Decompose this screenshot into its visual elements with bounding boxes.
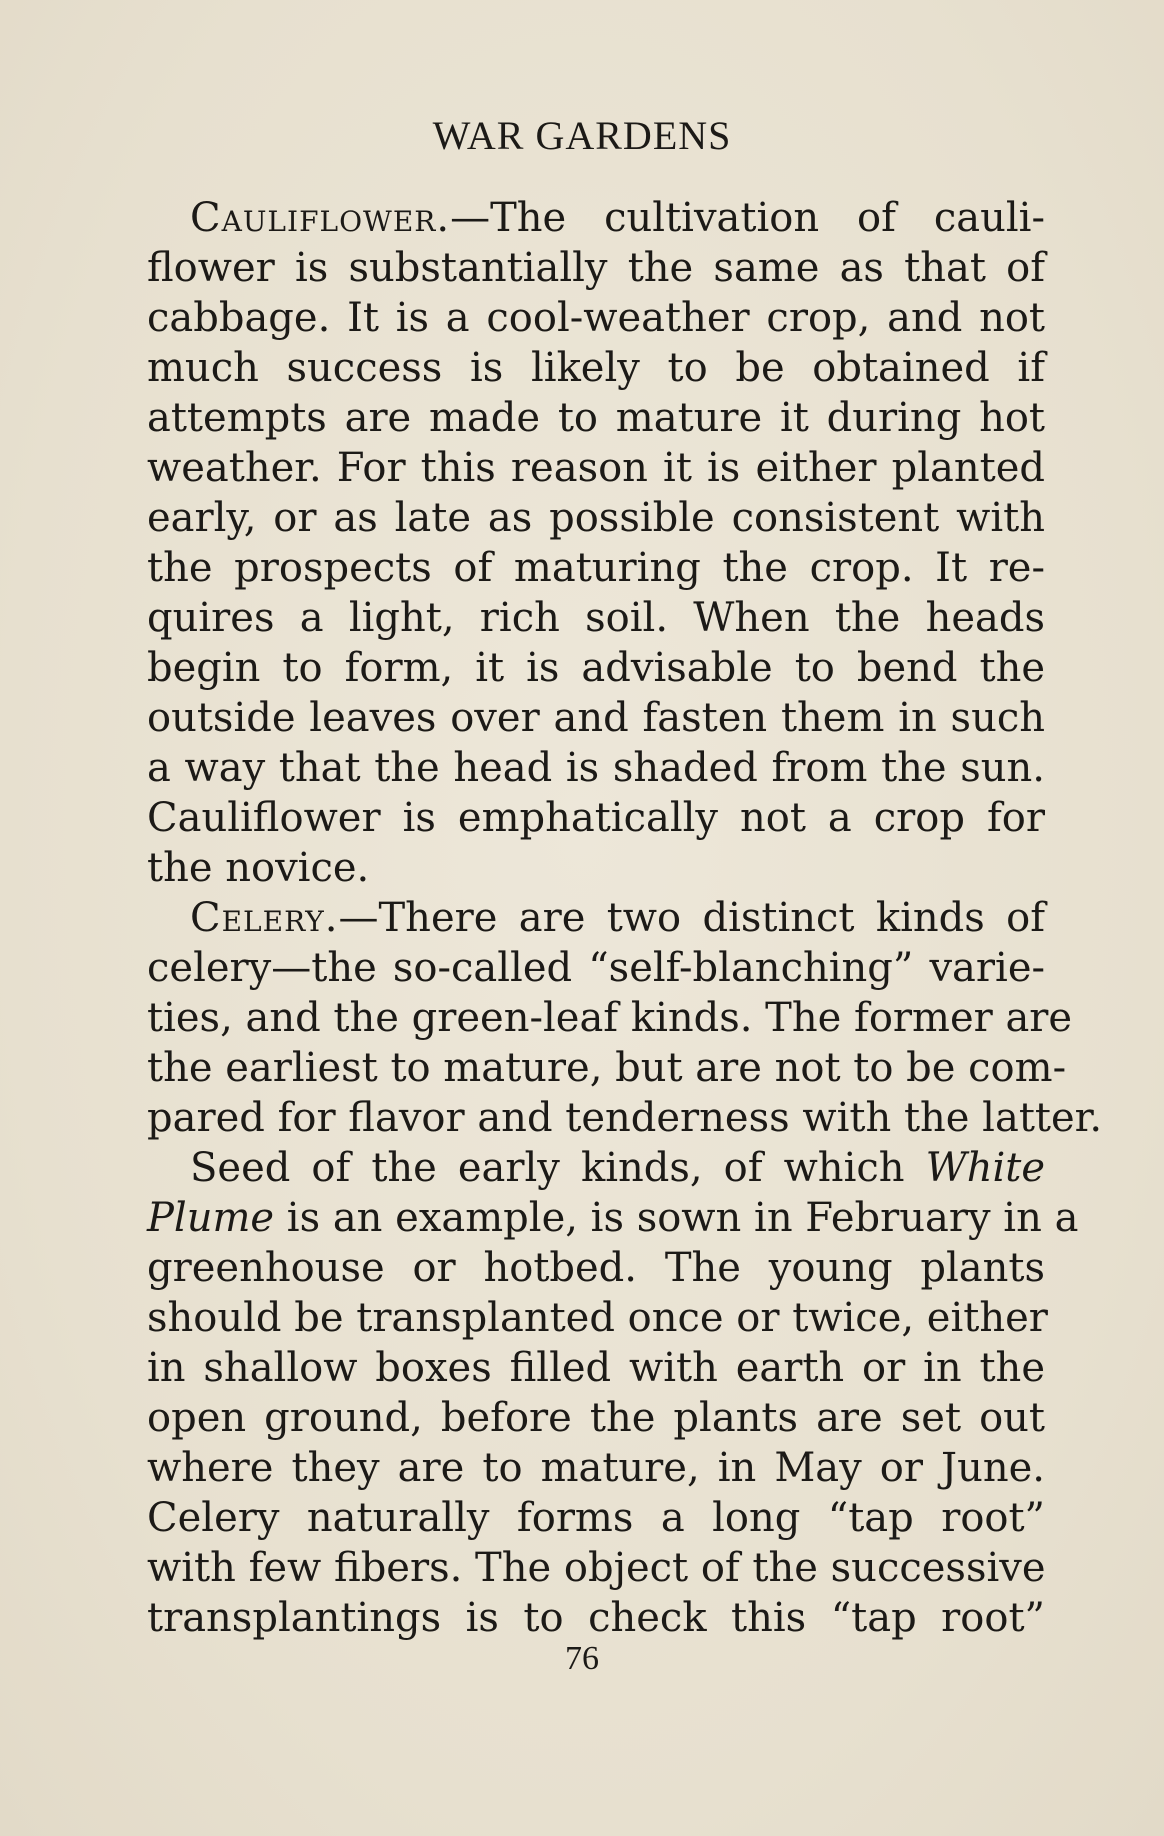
text-line: begin to form, it is advisable to bend the bbox=[147, 645, 1045, 691]
text-line: the earliest to mature, but are not to be com- bbox=[147, 1045, 1067, 1091]
text-line: flower is substantially the same as that of bbox=[147, 245, 1045, 291]
variety-name-italic: White bbox=[925, 1145, 1045, 1191]
text-line: Cauliflower is emphatically not a crop for bbox=[147, 795, 1045, 841]
section-heading-celery: Celery. bbox=[190, 895, 339, 941]
text-line: a way that the head is shaded from the sun. bbox=[147, 745, 1045, 791]
running-head: WAR GARDENS bbox=[432, 113, 732, 158]
paragraph-seed-line: Seed of the early kinds, of which White bbox=[190, 1145, 1045, 1191]
text-line: the novice. bbox=[147, 845, 370, 891]
text-line: quires a light, rich soil. When the heads bbox=[147, 595, 1045, 641]
text-line: outside leaves over and fasten them in such bbox=[147, 695, 1045, 741]
page-number: 76 bbox=[565, 1640, 599, 1677]
text-line: pared for flavor and tenderness with the latter. bbox=[147, 1095, 1103, 1141]
text-line: attempts are made to mature it during hot bbox=[147, 395, 1045, 441]
text-line: greenhouse or hotbed. The young plants bbox=[147, 1245, 1045, 1291]
text-line: open ground, before the plants are set out bbox=[147, 1395, 1045, 1441]
paragraph-cauliflower-line: Cauliflower.—The cultivation of cauli- bbox=[190, 195, 1045, 241]
text-line: celery—the so-called “self-blanching” varie- bbox=[147, 945, 1045, 991]
body-text bbox=[147, 193, 1103, 1643]
text-line: much success is likely to be obtained if bbox=[147, 345, 1045, 391]
text-line: in shallow boxes filled with earth or in the bbox=[147, 1345, 1045, 1391]
text-line: weather. For this reason it is either planted bbox=[147, 445, 1045, 491]
section-heading-cauliflower: Cauliflower. bbox=[190, 195, 451, 241]
text-line: ties, and the green-leaf kinds. The former are bbox=[147, 995, 1073, 1041]
text-line: where they are to mature, in May or June. bbox=[147, 1445, 1045, 1491]
text-line: early, or as late as possible consistent with bbox=[147, 495, 1045, 541]
text-line: with few fibers. The object of the successive bbox=[147, 1545, 1046, 1591]
text-line: the prospects of maturing the crop. It re- bbox=[147, 545, 1045, 591]
text-line: Plume is an example, is sown in February in a bbox=[147, 1195, 1079, 1241]
text-line: transplantings is to check this “tap root” bbox=[147, 1595, 1045, 1641]
text-line: Celery naturally forms a long “tap root” bbox=[147, 1495, 1045, 1541]
variety-name-italic: Plume bbox=[147, 1195, 275, 1241]
paragraph-celery-line: Celery.—There are two distinct kinds of bbox=[190, 895, 1045, 941]
text-line: cabbage. It is a cool-weather crop, and not bbox=[147, 295, 1045, 341]
text-line: should be transplanted once or twice, either bbox=[147, 1295, 1048, 1341]
